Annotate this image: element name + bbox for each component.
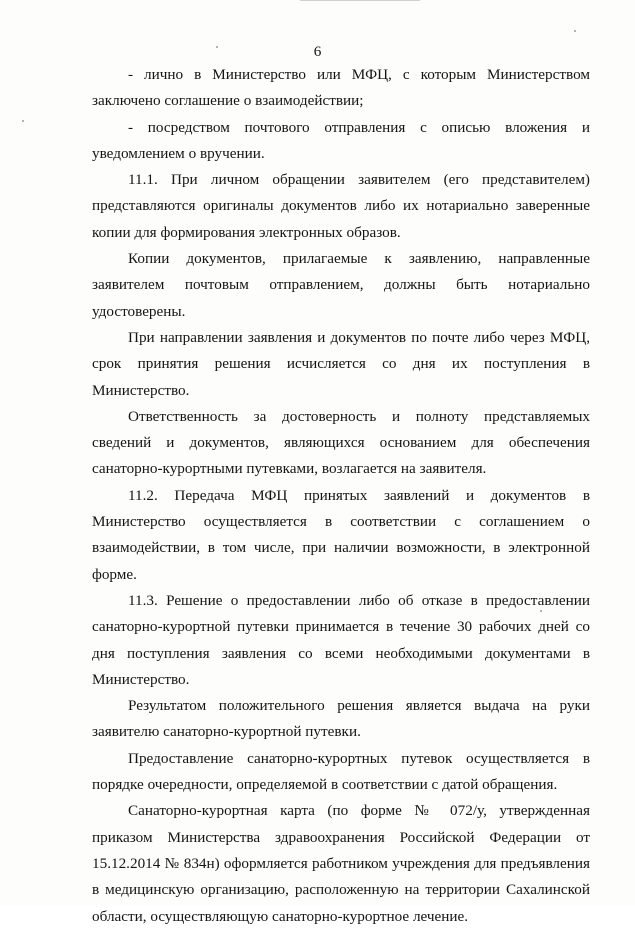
- scan-speck: [216, 46, 218, 48]
- paragraph-queue-order: Предоставление санаторно-курортных путевок осуществляется в порядке очередности, определяемой в соответствии с датой обращения.: [92, 749, 590, 794]
- paragraph-11-3: 11.3. Решение о предоставлении либо об отказе в предоставлении санаторно-курортной путевки принимается в течение 30 рабочих дней со дня поступления заявления со всеми необходимыми документами в Министерство.: [92, 591, 590, 688]
- paragraph-11-1: 11.1. При личном обращении заявителем (его представителем) представляются оригиналы документов либо их нотариально заверенные копии для формирования электронных образов.: [92, 171, 590, 241]
- paragraph-bullet-by-mail: - посредством почтового отправления с описью вложения и уведомлением о вручении.: [92, 118, 590, 162]
- paragraph-bullet-in-person: - лично в Министерство или МФЦ, с которым Министерством заключено соглашение о взаимодействии;: [92, 66, 590, 110]
- paragraph-decision-term-mail: При направлении заявления и документов по почте либо через МФЦ, срок принятия решения исчисляется со дня их поступления в Министерство.: [92, 328, 590, 399]
- scan-speck: [22, 120, 24, 122]
- paragraph-sanatorium-card: Санаторно-курортная карта (по форме № 072/у, утвержденная приказом Министерства здравоохранения Российской Федерации от 15.12.2014 № 834н) оформляется работником учреждения для предъявления в медицинскую организацию, расположенную на территории Сахалинской области, осуществляющую санаторно-курортное лечение.: [92, 802, 590, 925]
- paragraph-responsibility: Ответственность за достоверность и полноту представляемых сведений и документов, являющихся основанием для обеспечения санаторно-курортными путевками, возлагается на заявителя.: [92, 407, 590, 478]
- scan-speck: [540, 610, 542, 612]
- page-number: 6: [313, 43, 322, 60]
- paragraph-copies-notarized: Копии документов, прилагаемые к заявлению, направленные заявителем почтовым отправлением, должны быть нотариально удостоверены.: [92, 250, 590, 320]
- scan-speck: [574, 30, 576, 32]
- paragraph-11-2: 11.2. Передача МФЦ принятых заявлений и документов в Министерство осуществляется в соответствии с соглашением о взаимодействии, в том числе, при наличии возможности, в электронной форме.: [92, 486, 590, 583]
- scan-edge-line: [300, 0, 420, 1]
- paragraph-positive-result: Результатом положительного решения является выдача на руки заявителю санаторно-курортной путевки.: [92, 697, 590, 741]
- document-body: [92, 62, 590, 930]
